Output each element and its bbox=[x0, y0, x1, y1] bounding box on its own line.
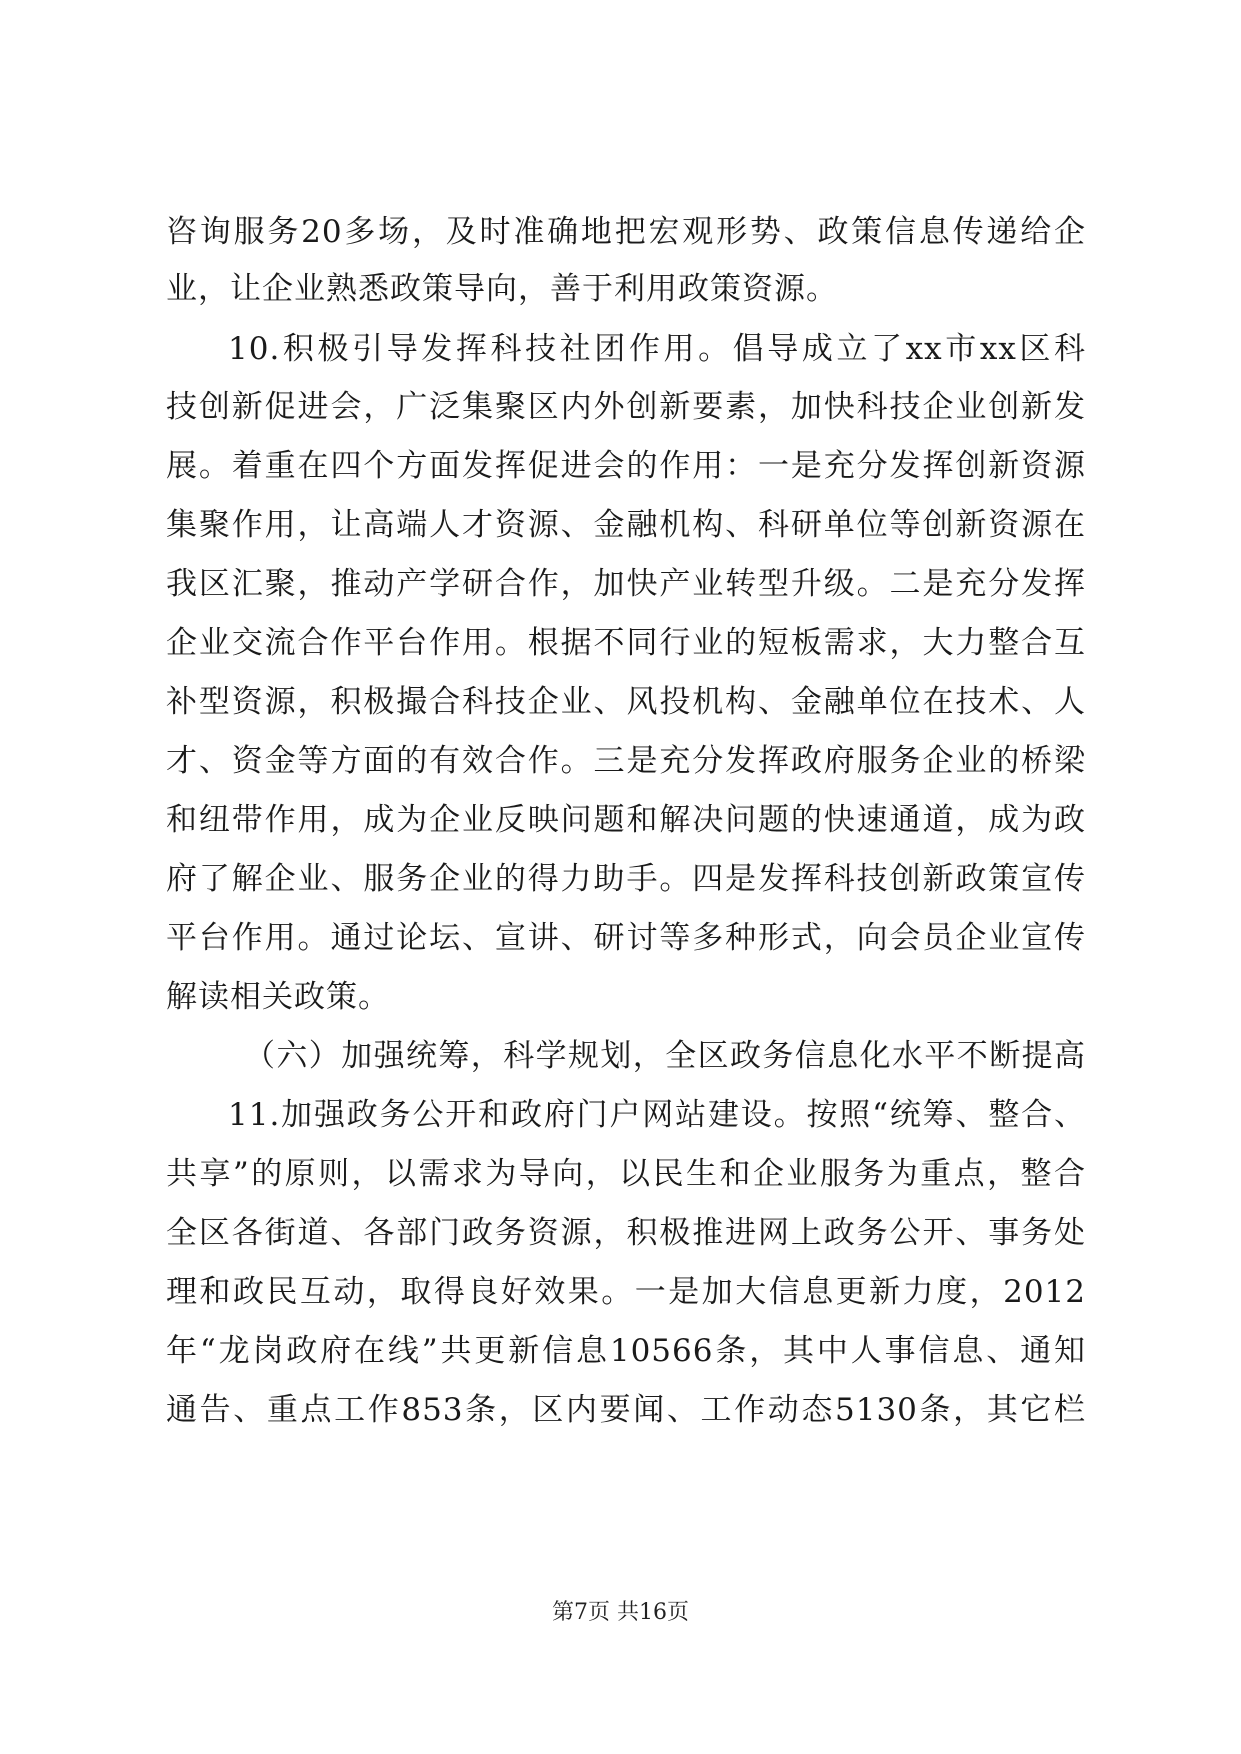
text-line: 11.加强政务公开和政府门户网站建设。按照“统筹、整合、 bbox=[228, 1097, 1086, 1133]
text-line: 集聚作用，让高端人才资源、金融机构、科研单位等创新资源在 bbox=[166, 507, 1086, 543]
text-line: 全区各街道、各部门政务资源，积极推进网上政务公开、事务处 bbox=[166, 1215, 1086, 1251]
text-line: 展。着重在四个方面发挥促进会的作用：一是充分发挥创新资源 bbox=[166, 448, 1086, 484]
text-line: 解读相关政策。 bbox=[166, 979, 390, 1015]
text-line: 年“龙岗政府在线”共更新信息10566条，其中人事信息、通知 bbox=[166, 1333, 1086, 1369]
text-line: 我区汇聚，推动产学研合作，加快产业转型升级。二是充分发挥 bbox=[166, 566, 1086, 602]
text-line: 平台作用。通过论坛、宣讲、研讨等多种形式，向会员企业宣传 bbox=[166, 920, 1086, 956]
text-line: 企业交流合作平台作用。根据不同行业的短板需求，大力整合互 bbox=[166, 625, 1086, 661]
section-heading: （六）加强统筹，科学规划，全区政务信息化水平不断提高 bbox=[244, 1038, 1086, 1074]
text-line: 业，让企业熟悉政策导向，善于利用政策资源。 bbox=[166, 271, 838, 307]
text-line: 技创新促进会，广泛集聚区内外创新要素，加快科技企业创新发 bbox=[166, 389, 1086, 425]
text-line: 共享”的原则，以需求为导向，以民生和企业服务为重点，整合 bbox=[166, 1156, 1086, 1192]
page-number-footer: 第7页 共16页 bbox=[552, 1600, 689, 1625]
text-line: 和纽带作用，成为企业反映问题和解决问题的快速通道，成为政 bbox=[166, 802, 1086, 838]
text-line: 理和政民互动，取得良好效果。一是加大信息更新力度，2012 bbox=[166, 1274, 1086, 1310]
text-line: 才、资金等方面的有效合作。三是充分发挥政府服务企业的桥梁 bbox=[166, 743, 1086, 779]
text-line: 通告、重点工作853条，区内要闻、工作动态5130条，其它栏 bbox=[166, 1392, 1086, 1428]
text-line: 府了解企业、服务企业的得力助手。四是发挥科技创新政策宣传 bbox=[166, 861, 1086, 897]
text-line: 补型资源，积极撮合科技企业、风投机构、金融单位在技术、人 bbox=[166, 684, 1086, 720]
text-line: 10.积极引导发挥科技社团作用。倡导成立了xx市xx区科 bbox=[228, 331, 1086, 367]
text-line: 咨询服务20多场，及时准确地把宏观形势、政策信息传递给企 bbox=[166, 214, 1086, 250]
